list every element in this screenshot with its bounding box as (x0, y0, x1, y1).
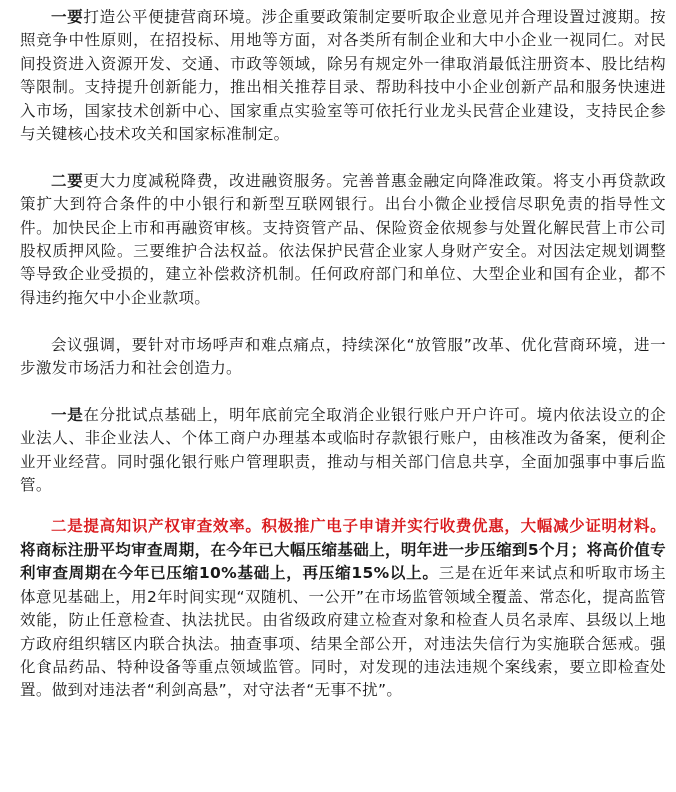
paragraph-text: 打造公平便捷营商环境。涉企重要政策制定要听取企业意见并合理设置过渡期。按照竞争中性原则，在招投标、用地等方面，对各类所有制企业和大中小企业一视同仁。对民间投资进入资源开发、交通、市政等领域，除另有规定外一律取消最低注册资本、股比结构等限制。支持提升创新能力，推出相关推荐目录、帮助科技中小企业创新产品和服务快速进入市场，国家技术创新中心、国家重点实验室等可依托行业龙头民营企业建设，支持民企参与关键核心技术攻关和国家标准制定。 (20, 8, 666, 144)
paragraph-ip-regulation (20, 515, 666, 702)
paragraph-text: 在分批试点基础上，明年底前完全取消企业银行账户开户许可。境内依法设立的企业法人、非企业法人、个体工商户办理基本或临时存款银行账户，由核准改为备案，便利企业开业经营。同时强化银行账户管理职责，推动与相关部门信息共享，全面加强事中事后监管。 (20, 405, 666, 495)
paragraph-business-environment (20, 6, 666, 146)
paragraph-text: 三是在近年来试点和听取市场主体意见基础上，用2年时间实现“双随机、一公开”在市场监管领域全覆盖、常态化，提高监管效能，防止任意检查、执法扰民。由省级政府建立检查对象和检查人员名录库、县级以上地方政府组织辖区内联合执法。抽查事项、结果全部公开，对违法失信行为实施联合惩戒。强化食品药品、特种设备等重点领域监管。同时，对发现的违法违规个案线索，要立即检查处置。做到对违法者“利剑高悬”，对守法者“无事不扰”。 (20, 564, 666, 700)
paragraph-lead: 一要 (51, 8, 84, 26)
paragraph-text: 更大力度减税降费，改进融资服务。完善普惠金融定向降准政策。将支小再贷款政策扩大到符合条件的中小银行和新型互联网银行。出台小微企业授信尽职免责的指导性文件。加快民企上市和再融资审核。支持资管产品、保险资金依规参与处置化解民营上市公司股权质押风险。三要维护合法权益。依法保护民营企业家人身财产安全。对因法定规划调整等导致企业受损的，建立补偿救济机制。任何政府部门和单位、大型企业和国有企业，都不得违约拖欠中小企业款项。 (20, 171, 666, 307)
paragraph-bank-accounts (20, 404, 666, 498)
paragraph-lead: 二要 (51, 171, 84, 190)
bold-emphasis: 将商标注册平均审查周期，在今年已大幅压缩基础上，明年进一步压缩到5个月；将高价值专利审查周期在今年已压缩10%基础上，再压缩15%以上。 (20, 540, 666, 583)
highlighted-heading: 二是提高知识产权审查效率。积极推广电子申请并实行收费优惠，大幅减少证明材料。 (51, 517, 666, 536)
paragraph-lead: 一是 (51, 405, 84, 424)
paragraph-tax-financing (20, 170, 666, 310)
paragraph-meeting-emphasis (20, 334, 666, 381)
paragraph-text: 会议强调，要针对市场呼声和难点痛点，持续深化“放管服”改革、优化营商环境，进一步激发市场活力和社会创造力。 (20, 335, 666, 378)
